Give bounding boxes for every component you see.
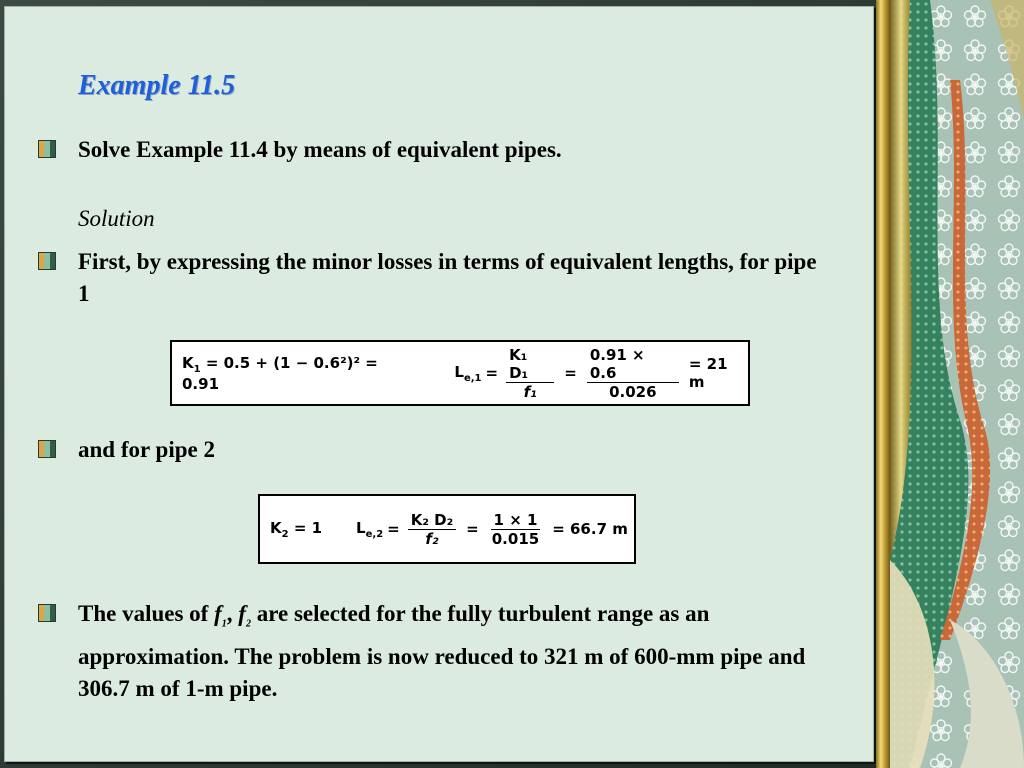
bullet-item-3 [38, 434, 215, 466]
k1-expression: $K_1 = 0.5 + (1 - 0.6^2)^2 = 0.91$ [182, 353, 378, 393]
fraction-values: $\frac{0.91 \times 0.6}{0.026}$ [587, 346, 679, 401]
result-value: = 21 m [688, 355, 728, 391]
slide-title: Example 11.5 [78, 70, 236, 101]
le2-label: $L_{e,2}$ [356, 518, 384, 540]
solution-label: Solution [78, 206, 155, 231]
bullet-item-4 [38, 598, 838, 705]
k2-expression: $K_2 = 1$ [270, 518, 323, 540]
bullet-text: and for pipe 2 [78, 437, 215, 462]
fraction-values: $\frac{1 \times 1}{0.015}$ [491, 510, 540, 548]
fraction-kd-over-f: $\frac{\text{K₂ D₂}}{\text{f₂}}$ [408, 511, 456, 548]
bullet-text: The values of $f_1$, $f_2$ are selected for the fully turbulent range as an approximation. The problem is now reduced to 321 m of 600-mm pipe and 306.7 m of 1-m pipe. [78, 601, 806, 701]
floral-pattern-decoration [890, 0, 1024, 768]
striped-square-bullet-icon [38, 604, 56, 622]
bullet-item-1 [38, 134, 562, 166]
bullet-text: Solve Example 11.4 by means of equivalent pipes. [78, 137, 562, 162]
decorative-side-panel [890, 0, 1024, 768]
equation-box-pipe-2 [258, 494, 636, 564]
fraction-kd-over-f: $\frac{\text{K₁ D₁}}{\text{f₁}}$ [506, 346, 554, 401]
equals-sign: = [564, 364, 577, 382]
equals-sign: = [387, 520, 400, 538]
bullet-text: First, by expressing the minor losses in terms of equivalent lengths, for pipe 1 [78, 249, 817, 306]
equals-sign: = [485, 364, 499, 382]
striped-square-bullet-icon [38, 140, 56, 158]
striped-square-bullet-icon [38, 252, 56, 270]
equation-box-pipe-1 [170, 340, 750, 406]
gold-divider-strip [876, 0, 890, 768]
striped-square-bullet-icon [38, 440, 56, 458]
bullet-item-2 [38, 246, 818, 310]
equals-sign: = [466, 520, 479, 538]
result-value: = 66.7 m [552, 520, 628, 538]
le1-label: $L_{e,1}$ [454, 362, 482, 384]
